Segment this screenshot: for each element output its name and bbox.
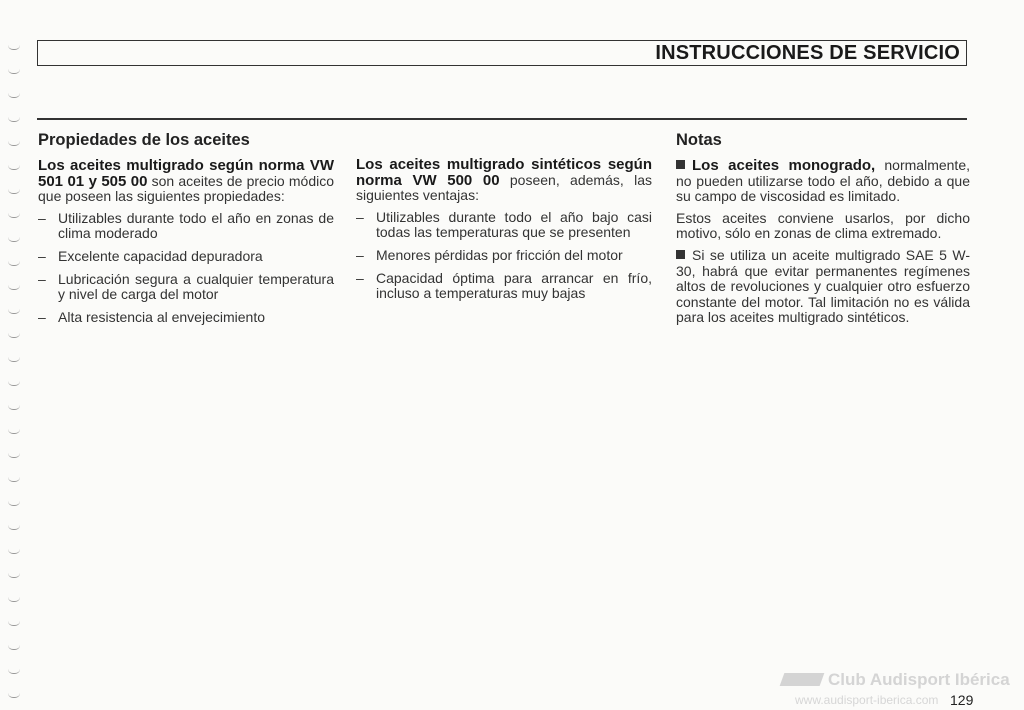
note-monograde [676,158,970,205]
notes-heading: Notas [676,131,722,149]
column-synthetic-oils [356,130,652,309]
list-item: – Utilizables durante todo el año en zonas de clima moderado [38,211,334,242]
column-notes [676,130,970,332]
note-bullet-icon [676,250,685,259]
list-item: – Utilizables durante todo el año bajo casi todas las temperaturas que se presenten [356,210,652,241]
header-box [37,40,967,66]
note-sae [676,248,970,326]
advantages-list [356,210,652,302]
intro-paragraph [356,157,652,204]
note-bullet-icon [676,160,685,169]
intro-bold: Los aceites multigrado según norma VW 501 01 y 505 00 [38,157,334,190]
watermark-url: www.audisport-iberica.com [795,693,939,707]
note-text: Si se utiliza un aceite multigrado SAE 5 W-30, habrá que evitar permanentes regímenes altos de revoluciones y cualquier otro esfuerzo constante del motor. Tal limitación no es válida para los aceites multigrado sintéticos. [676,246,970,326]
binding-holes [0,40,26,700]
watermark-brand-text: Club Audisport Ibérica [828,670,1010,689]
intro-text: son aceites de precio módico que poseen las siguientes propiedades: [38,172,334,205]
intro-bold: Los aceites multigrado sintéticos según norma VW 500 00 [356,156,652,189]
list-item: – Capacidad óptima para arrancar en frío, incluso a temperaturas muy bajas [356,271,652,302]
intro-paragraph [38,158,334,205]
list-item: – Lubricación segura a cualquier temperatura y nivel de carga del motor [38,272,334,303]
properties-list [38,211,334,326]
list-item: – Alta resistencia al envejecimiento [38,310,334,326]
note-text: normalmente, no pueden utilizarse todo el año, debido a que su campo de viscosidad es limitado. [676,157,970,205]
audisport-logo-icon [780,673,825,686]
list-item: – Menores pérdidas por fricción del motor [356,248,652,264]
note-bold: Los aceites monogrado, [692,157,876,174]
section-heading: Propiedades de los aceites [38,131,250,149]
column-oil-properties [38,130,334,332]
page-number: 129 [950,692,974,708]
section-divider [37,118,967,120]
page-title: INSTRUCCIONES DE SERVICIO [655,42,960,64]
list-item: – Excelente capacidad depuradora [38,249,334,265]
watermark-brand [782,670,1010,690]
note-climate: Estos aceites conviene usarlos, por dicho motivo, sólo en zonas de clima extremado. [676,209,970,242]
intro-text: poseen, además, las siguientes ventajas: [356,171,652,204]
